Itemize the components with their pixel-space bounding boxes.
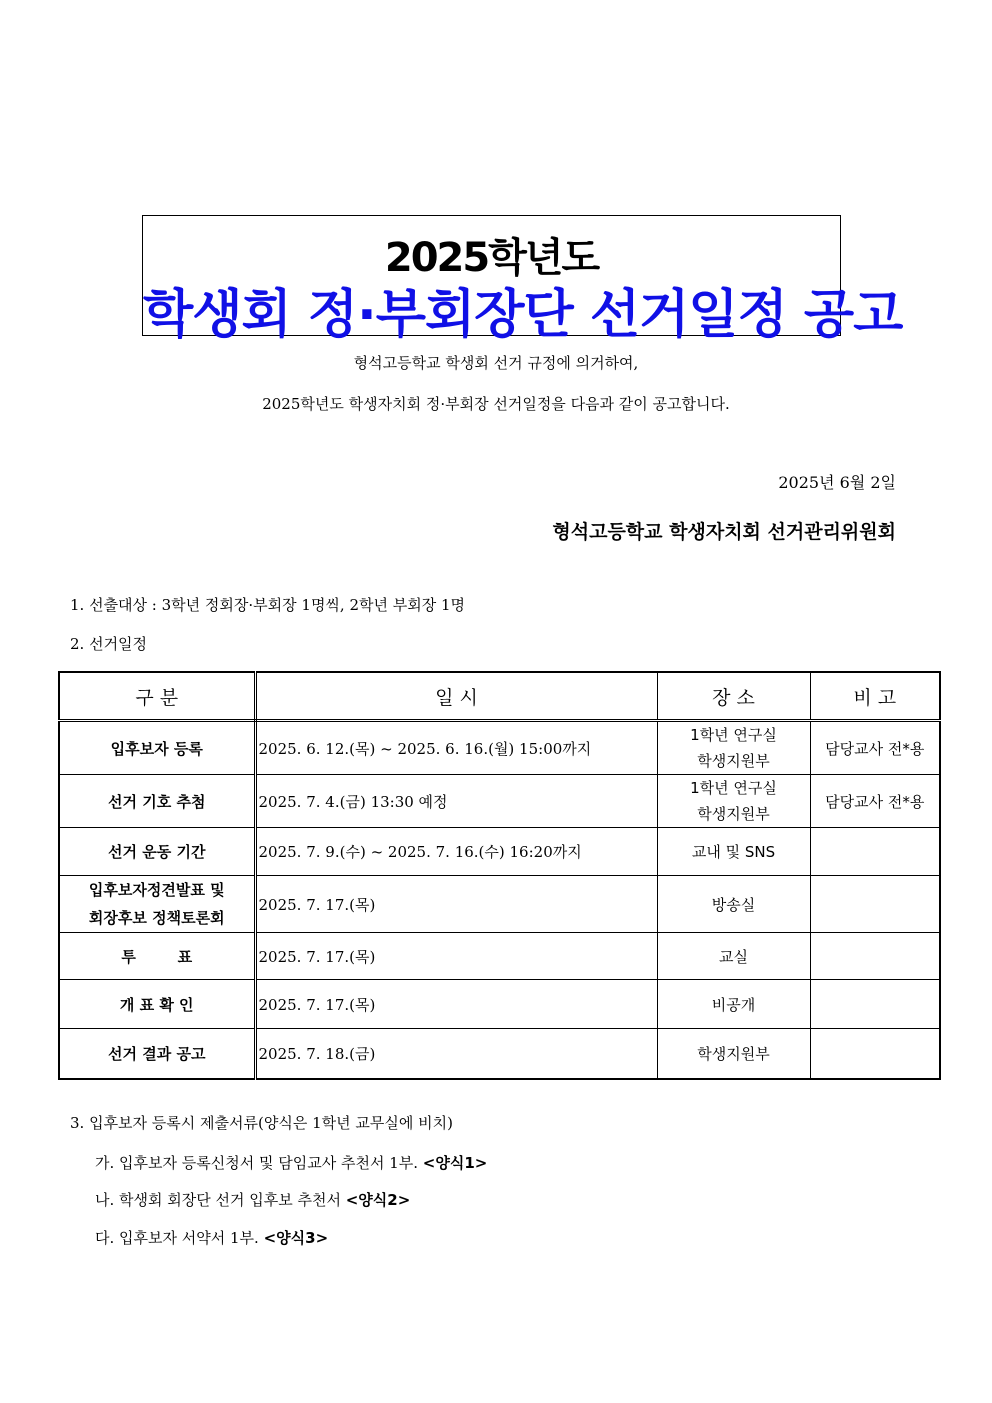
committee-name: 형석고등학교 학생자치회 선거관리위원회 <box>552 521 896 543</box>
item-2-schedule: 2. 선거일정 <box>70 635 148 653</box>
form-label: <양식1> <box>422 1154 488 1172</box>
form-label: <양식2> <box>345 1191 411 1209</box>
intro-line-2: 2025학년도 학생자치회 정·부회장 선거일정을 다음과 같이 공고합니다. <box>262 395 730 413</box>
row-note: 담당교사 전*용 <box>810 721 940 775</box>
table-row <box>59 828 940 876</box>
row-category: 선거 결과 공고 <box>59 1029 255 1079</box>
row-place: 비공개 <box>657 980 810 1029</box>
row-datetime: 2025. 7. 18.(금) <box>255 1029 657 1079</box>
sub-text: 나. 학생회 회장단 선거 입후보 추천서 <box>95 1191 346 1209</box>
table-row <box>59 1029 940 1079</box>
row-category <box>59 876 255 933</box>
row-category: 입후보자 등록 <box>59 721 255 775</box>
row-datetime: 2025. 7. 17.(목) <box>255 933 657 980</box>
row-place <box>657 721 810 775</box>
schedule-table <box>58 671 941 1080</box>
row-category: 투 표 <box>59 933 255 980</box>
table-row <box>59 876 940 933</box>
row-note <box>810 876 940 933</box>
table-row <box>59 980 940 1029</box>
row-place: 교내 및 SNS <box>657 828 810 876</box>
intro-line-1: 형석고등학교 학생회 선거 규정에 의거하여, <box>353 354 639 372</box>
title-box <box>142 215 903 345</box>
category-line: 입후보자정견발표 및 <box>88 881 225 899</box>
form-label: <양식3> <box>263 1229 329 1247</box>
row-place: 학생지원부 <box>657 1029 810 1079</box>
table-row <box>59 721 940 775</box>
category-line: 회장후보 정책토론회 <box>88 909 225 927</box>
row-datetime: 2025. 7. 17.(목) <box>255 876 657 933</box>
row-note <box>810 1029 940 1079</box>
item-3-sub <box>95 1189 410 1210</box>
table-header-row <box>59 672 940 721</box>
table-row <box>59 775 940 828</box>
table-row <box>59 933 940 980</box>
place-line: 1학년 연구실 <box>690 726 777 744</box>
header-datetime: 일 시 <box>255 672 657 721</box>
place-line: 1학년 연구실 <box>690 779 777 797</box>
item-1-target: 1. 선출대상 : 3학년 정회장·부회장 1명씩, 2학년 부회장 1명 <box>70 596 466 614</box>
row-place: 교실 <box>657 933 810 980</box>
row-note: 담당교사 전*용 <box>810 775 940 828</box>
row-datetime: 2025. 7. 17.(목) <box>255 980 657 1029</box>
item-3-sub <box>95 1152 487 1173</box>
sub-text: 가. 입후보자 등록신청서 및 담임교사 추천서 1부. <box>95 1154 423 1172</box>
item-3-sub <box>95 1227 328 1248</box>
row-category: 선거 기호 추첨 <box>59 775 255 828</box>
row-note <box>810 828 940 876</box>
row-place <box>657 775 810 828</box>
header-category: 구 분 <box>59 672 255 721</box>
row-datetime: 2025. 6. 12.(목) ~ 2025. 6. 16.(월) 15:00까지 <box>255 721 657 775</box>
row-place: 방송실 <box>657 876 810 933</box>
place-line: 학생지원부 <box>697 752 770 770</box>
row-datetime: 2025. 7. 9.(수) ~ 2025. 7. 16.(수) 16:20까지 <box>255 828 657 876</box>
place-line: 학생지원부 <box>697 805 770 823</box>
item-3-heading: 3. 입후보자 등록시 제출서류(양식은 1학년 교무실에 비치) <box>70 1114 453 1132</box>
row-datetime: 2025. 7. 4.(금) 13:30 예정 <box>255 775 657 828</box>
row-category: 개 표 확 인 <box>59 980 255 1029</box>
header-note: 비 고 <box>810 672 940 721</box>
announcement-date: 2025년 6월 2일 <box>778 473 896 492</box>
row-note <box>810 933 940 980</box>
row-category: 선거 운동 기간 <box>59 828 255 876</box>
header-place: 장 소 <box>657 672 810 721</box>
sub-text: 다. 입후보자 서약서 1부. <box>95 1229 264 1247</box>
title-year: 2025학년도 <box>384 235 599 281</box>
title-main: 학생회 정·부회장단 선거일정 공고 <box>143 285 903 345</box>
row-note <box>810 980 940 1029</box>
